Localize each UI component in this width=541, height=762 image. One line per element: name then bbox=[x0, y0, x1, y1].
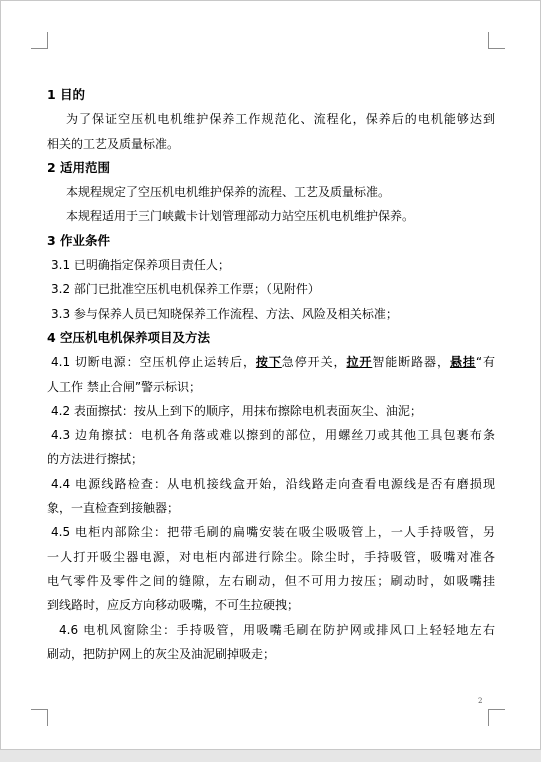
section-1-heading: 1 目的 bbox=[47, 87, 86, 102]
section-4-item-4-1-line bbox=[47, 350, 495, 374]
crop-mark-top-right bbox=[488, 32, 505, 49]
section-4-item-4-6-line: 刷动，把防护网上的灰尘及油泥刷掉吸走； bbox=[47, 646, 276, 661]
crop-mark-bottom-right bbox=[488, 709, 505, 726]
item-text: 急停开关， bbox=[281, 355, 347, 370]
crop-mark-bottom-left bbox=[31, 709, 48, 726]
section-4-item-4-3-line: 4.3 边角擦拭：电机各角落或难以擦到的部位，用螺丝刀或其他工具包裹布条 bbox=[51, 428, 495, 443]
section-4-item-4-5-line: 4.5 电柜内部除尘：把带毛刷的扁嘴安装在吸尘吸吸管上，一人手持吸管，另 bbox=[51, 525, 495, 540]
section-4-item-4-6-line: 4.6 电机风窗除尘：手持吸管，用吸嘴毛刷在防护网或排风口上轻轻地左右 bbox=[59, 622, 495, 637]
section-4-item-4-5-line: 到线路时，应反方向移动吸嘴，不可生拉硬拽； bbox=[47, 598, 300, 613]
crop-mark-top-left bbox=[31, 32, 48, 49]
section-3-item: 3.3 参与保养人员已知晓保养工作流程、方法、风险及相关标准； bbox=[51, 306, 398, 321]
emphasis-pull: 拉开 bbox=[346, 355, 373, 370]
section-3-item: 3.2 部门已批准空压机电机保养工作票；（见附件） bbox=[51, 282, 320, 297]
item-text: 4.1 切断电源：空压机停止运转后， bbox=[51, 355, 256, 370]
emphasis-hang: 悬挂 bbox=[449, 355, 476, 370]
section-2-paragraph: 本规程规定了空压机电机维护保养的流程、工艺及质量标准。 bbox=[66, 185, 391, 200]
section-1-paragraph-line: 为了保证空压机电机维护保养工作规范化、流程化，保养后的电机能够达到 bbox=[66, 112, 495, 127]
section-3-item: 3.1 已明确指定保养项目责任人； bbox=[51, 258, 230, 273]
emphasis-press: 按下 bbox=[255, 355, 282, 370]
section-4-item-4-3-line: 的方法进行擦拭； bbox=[47, 452, 144, 467]
item-text: “有 bbox=[475, 355, 495, 370]
section-4-heading: 4 空压机电机保养项目及方法 bbox=[47, 329, 211, 345]
section-2-heading: 2 适用范围 bbox=[47, 159, 111, 175]
section-1-paragraph-line: 相关的工艺及质量标准。 bbox=[47, 136, 180, 151]
section-4-item-4-4-line: 象，一直检查到接触器； bbox=[47, 501, 180, 516]
section-3-heading: 3 作业条件 bbox=[47, 232, 111, 248]
item-text: 智能断路器， bbox=[372, 355, 450, 370]
document-body[interactable] bbox=[47, 83, 495, 666]
section-4-item-4-5-line: 电气零件及零件之间的缝隙，左右刷动，但不可用力按压；刷动时，如吸嘴挂 bbox=[47, 573, 495, 588]
page-bottom-edge bbox=[0, 749, 541, 762]
section-4-item-4-2: 4.2 表面擦拭：按从上到下的顺序，用抹布擦除电机表面灰尘、油泥； bbox=[51, 403, 422, 418]
section-4-item-4-5-line: 一人打开吸尘器电源，对电柜内部进行除尘。除尘时，手持吸管，吸嘴对准各 bbox=[47, 549, 495, 564]
section-4-item-4-1-line: 人工作 禁止合闸”警示标识； bbox=[47, 379, 202, 394]
page-number: 2 bbox=[478, 697, 483, 705]
section-4-item-4-4-line: 4.4 电源线路检查：从电机接线盒开始，沿线路走向查看电源线是否有磨损现 bbox=[51, 476, 495, 491]
section-2-paragraph: 本规程适用于三门峡戴卡计划管理部动力站空压机电机维护保养。 bbox=[66, 209, 415, 224]
